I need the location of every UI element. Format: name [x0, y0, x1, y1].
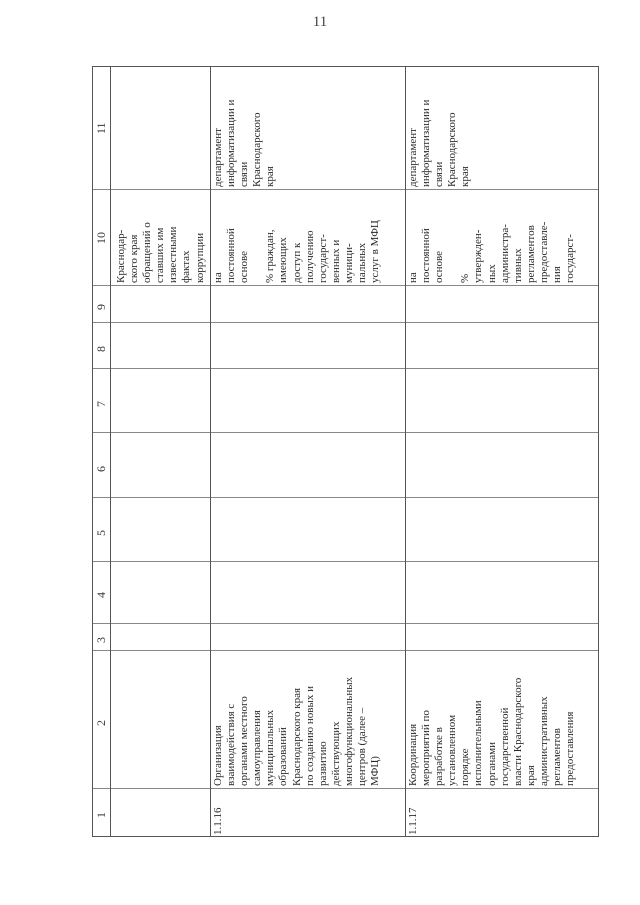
table-rule: [92, 788, 599, 789]
table-rule: [92, 368, 599, 369]
table-cell: департамент информатизации и связи Краснодарского края: [407, 99, 472, 187]
table-rule: [92, 322, 599, 323]
table-rule: [92, 432, 599, 433]
page-number: 11: [312, 14, 328, 30]
table-cell: на постоянной основе % граждан, имеющих доступ к получению государст- венных и муници- пальных услуг в МФЦ: [212, 220, 382, 283]
table-cell: Координация мероприятий по разработке в установленном порядке исполнительными органами государственной власти Краснодарского края административных регламентов предоставления: [407, 677, 577, 786]
table-rule: [92, 285, 599, 286]
column-header-2: 2: [94, 720, 108, 726]
column-header-3: 3: [94, 637, 108, 643]
table-rule: [110, 66, 111, 836]
table-rule: [405, 66, 406, 836]
column-header-7: 7: [94, 401, 108, 407]
table-cell: Организация взаимодействия с органами местного самоуправления муниципальных образований Краснодарского края по созданию новых и развитию действующих многофункциональных центров (далее – МФЦ): [212, 676, 382, 786]
table-rule-bottom: [92, 836, 599, 837]
column-header-5: 5: [94, 530, 108, 536]
column-header-11: 11: [94, 122, 108, 134]
row-number: 1.1.17: [407, 807, 419, 835]
table-cell: на постоянной основе % утвержден- ных администра- тивных регламентов предоставле- ния государст-: [407, 221, 577, 283]
column-header-6: 6: [94, 466, 108, 472]
column-header-1: 1: [94, 812, 108, 818]
table-cell: Краснодар- ского края обращений о ставших им известными фактах коррупции: [115, 222, 206, 283]
table-rule: [92, 561, 599, 562]
table-rule-left: [92, 66, 93, 836]
table-rule: [210, 66, 211, 836]
column-header-8: 8: [94, 346, 108, 352]
table-cell: департамент информатизации и связи Краснодарского края: [212, 99, 277, 187]
column-header-9: 9: [94, 304, 108, 310]
column-header-4: 4: [94, 592, 108, 598]
table-rule: [92, 497, 599, 498]
column-header-10: 10: [94, 232, 108, 244]
table-rule-top: [92, 66, 599, 67]
table-rule: [92, 623, 599, 624]
table-rule-right: [598, 66, 599, 836]
row-number: 1.1.16: [212, 807, 224, 835]
